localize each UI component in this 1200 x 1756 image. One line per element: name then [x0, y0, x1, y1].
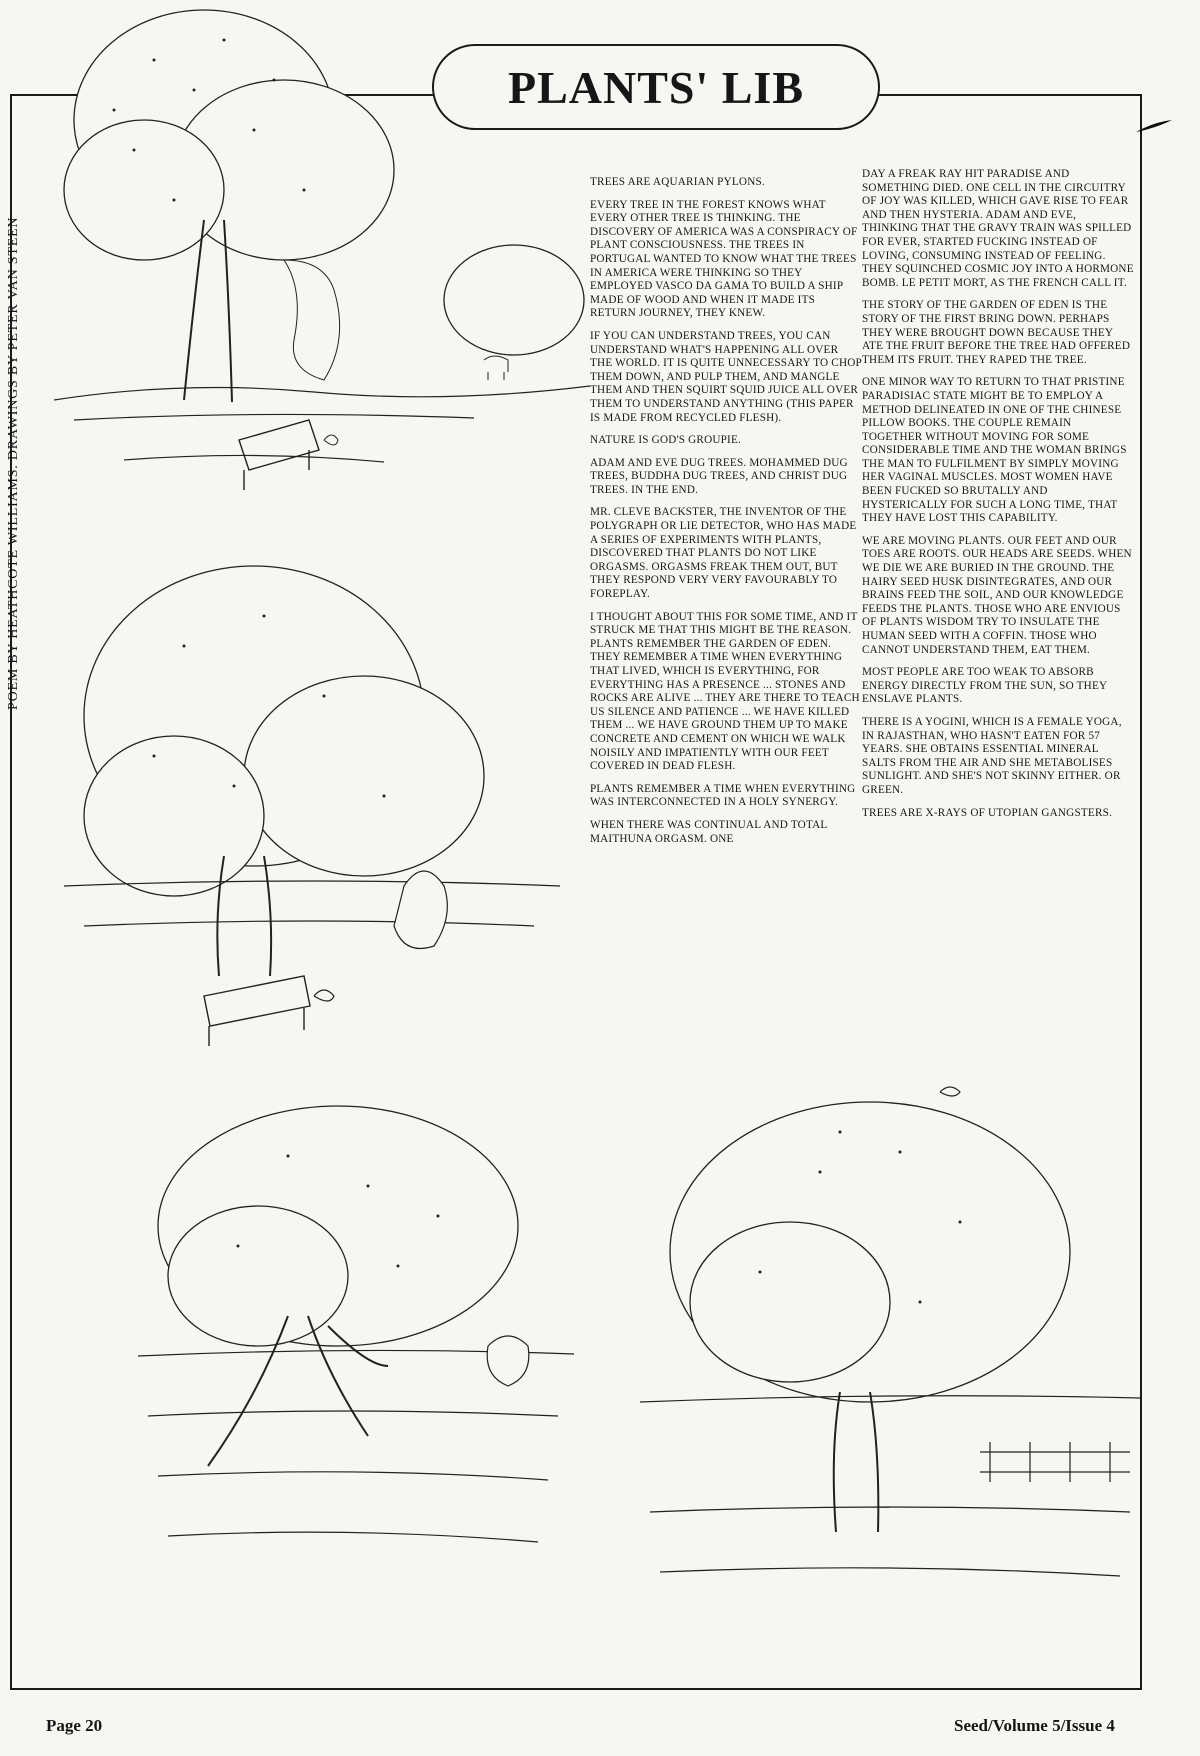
page-number: Page 20 — [46, 1716, 103, 1735]
paragraph: WE ARE MOVING PLANTS. OUR FEET AND OUR TOES ARE ROOTS. OUR HEADS ARE SEEDS. WHEN WE DIE WE ARE BURIED IN THE GROUND. THE HAIRY SEED HUSK DISINTEGRATES, AND OUR BRAINS FEED THE SOIL, AND OUR KNOWLEDGE FEEDS THE PLANTS. THOSE WHO ARE ENVIOUS OF PLANTS WISDOM TRY TO INSULATE THE HUMAN SEED WITH A COFFIN. THOSE WHO CANNOT UNDERSTAND THEM, EAT THEM. — [862, 534, 1132, 656]
paragraph: PLANTS REMEMBER A TIME WHEN EVERYTHING WAS INTERCONNECTED IN A HOLY SYNERGY. — [590, 782, 856, 809]
paragraph: NATURE IS GOD'S GROUPIE. — [590, 434, 742, 447]
title-banner — [432, 44, 880, 130]
illustration-tree-bird-bench — [64, 556, 560, 1092]
text-column-right — [862, 168, 1134, 829]
paragraph: WHEN THERE WAS CONTINUAL AND TOTAL MAITHUNA ORGASM. ONE — [590, 818, 827, 845]
paragraph: TREES ARE AQUARIAN PYLONS. — [590, 176, 765, 188]
text-column-left — [590, 176, 862, 855]
credit-line: POEM BY HEATHCOTE WILLIAMS. DRAWINGS BY PETER VAN STEEN — [6, 216, 21, 710]
illustration-tree-field-fence — [640, 1072, 1140, 1654]
paragraph: TREES ARE X-RAYS OF UTOPIAN GANGSTERS. — [862, 806, 1113, 819]
paragraph: ONE MINOR WAY TO RETURN TO THAT PRISTINE PARADISIAC STATE MIGHT BE TO EMPLOY A METHOD DELINEATED IN ONE OF THE CHINESE PILLOW BOOKS. THE COUPLE REMAIN TOGETHER WITHOUT MOVING FOR SOME CONSIDERABLE TIME AND THE WOMAN BRINGS THE MAN TO FULFILMENT BY SIMPLY MOVING HER VAGINAL MUSCLES. MOST WOMEN HAVE BEEN FUCKED SO BRUTALLY AND HYSTERICALLY FOR SUCH A LONG TIME, THAT THEY HAVE LOST THIS CAPABILITY. — [862, 376, 1127, 525]
paragraph: IF YOU CAN UNDERSTAND TREES, YOU CAN UNDERSTAND WHAT'S HAPPENING ALL OVER THE WORLD. IT IS QUITE UNNECESSARY TO CHOP THEM DOWN, AND PULP THEM, AND MANGLE THEM AND THEN SQUIRT SQUID JUICE ALL OVER THEM TO UNDERSTAND ANYTHING (THIS PAPER IS MADE FROM RECYCLED FLESH). — [590, 329, 862, 424]
paragraph: MOST PEOPLE ARE TOO WEAK TO ABSORB ENERGY DIRECTLY FROM THE SUN, SO THEY ENSLAVE PLANTS. — [862, 666, 1107, 706]
issue-label: Seed/Volume 5/Issue 4 — [954, 1716, 1115, 1735]
ink-mark-icon — [1134, 118, 1174, 138]
paragraph: DAY A FREAK RAY HIT PARADISE AND SOMETHING DIED. ONE CELL IN THE CIRCUITRY OF JOY WAS KILLED, WHICH GAVE RISE TO FEAR AND THEN HYSTERIA. ADAM AND EVE, THINKING THAT THE GRAVY TRAIN WAS SPILLED FOR EVER, STARTED FUCKING INSTEAD OF LOVING, CONSUMING INSTEAD OF FEELING. THEY SQUINCHED COSMIC JOY INTO A HORMONE BOMB. LE PETIT MORT, AS THE FRENCH CALL IT. — [862, 168, 1134, 289]
page-title: PLANTS' LIB — [507, 61, 805, 113]
illustration-tree-meadow — [138, 1096, 574, 1652]
paragraph: THE STORY OF THE GARDEN OF EDEN IS THE STORY OF THE FIRST BRING DOWN. PERHAPS THEY WERE BROUGHT DOWN BECAUSE THEY ATE THE FRUIT BEFORE THE TREE HAD OFFERED THEM ITS FRUIT. THEY RAPED THE TREE. — [862, 299, 1131, 366]
paragraph: MR. CLEVE BACKSTER, THE INVENTOR OF THE POLYGRAPH OR LIE DETECTOR, WHO HAS MADE A SERIES OF EXPERIMENTS WITH PLANTS, DISCOVERED THAT PLANTS DO NOT LIKE ORGASMS. ORGASMS FREAK THEM OUT, BUT THEY RESPOND VERY VERY FAVOURABLY TO FOREPLAY. — [590, 506, 857, 601]
paragraph: THERE IS A YOGINI, WHICH IS A FEMALE YOGA, IN RAJASTHAN, WHO HASN'T EATEN FOR 57 YEARS. SHE OBTAINS ESSENTIAL MINERAL SALTS FROM THE AIR AND SHE METABOLISES SUNLIGHT. AND SHE'S NOT SKINNY EITHER. OR GREEN. — [862, 715, 1122, 796]
paragraph: I THOUGHT ABOUT THIS FOR SOME TIME, AND IT STRUCK ME THAT THIS MIGHT BE THE REASON. PLANTS REMEMBER THE GARDEN OF EDEN. THEY REMEMBER A TIME WHEN EVERYTHING THAT LIVED, WHICH IS EVERYTHING, FOR EVERYTHING HAS A PRESENCE ... STONES AND ROCKS ARE ALIVE ... THEY ARE THERE TO TEACH US SILENCE AND PATIENCE ... WE HAVE KILLED THEM ... WE HAVE GROUND THEM UP TO MAKE CONCRETE AND CEMENT ON WHICH WE WALK NOISILY AND IMPATIENTLY WITH OUR FEET COVERED IN DEAD FLESH. — [590, 610, 860, 773]
paragraph: ADAM AND EVE DUG TREES. MOHAMMED DUG TREES, BUDDHA DUG TREES, AND CHRIST DUG TREES. IN THE END. — [590, 456, 848, 496]
paragraph: EVERY TREE IN THE FOREST KNOWS WHAT EVERY OTHER TREE IS THINKING. THE DISCOVERY OF AMERICA WAS A CONSPIRACY OF PLANT CONSCIOUSNESS. THE TREES IN PORTUGAL WANTED TO KNOW WHAT THE TREES IN AMERICA WERE THINKING SO THEY EMPLOYED VASCO DA GAMA TO BUILD A SHIP MADE OF WOOD AND WHEN IT MADE ITS RETURN JOURNEY, THEY KNEW. — [590, 198, 858, 320]
